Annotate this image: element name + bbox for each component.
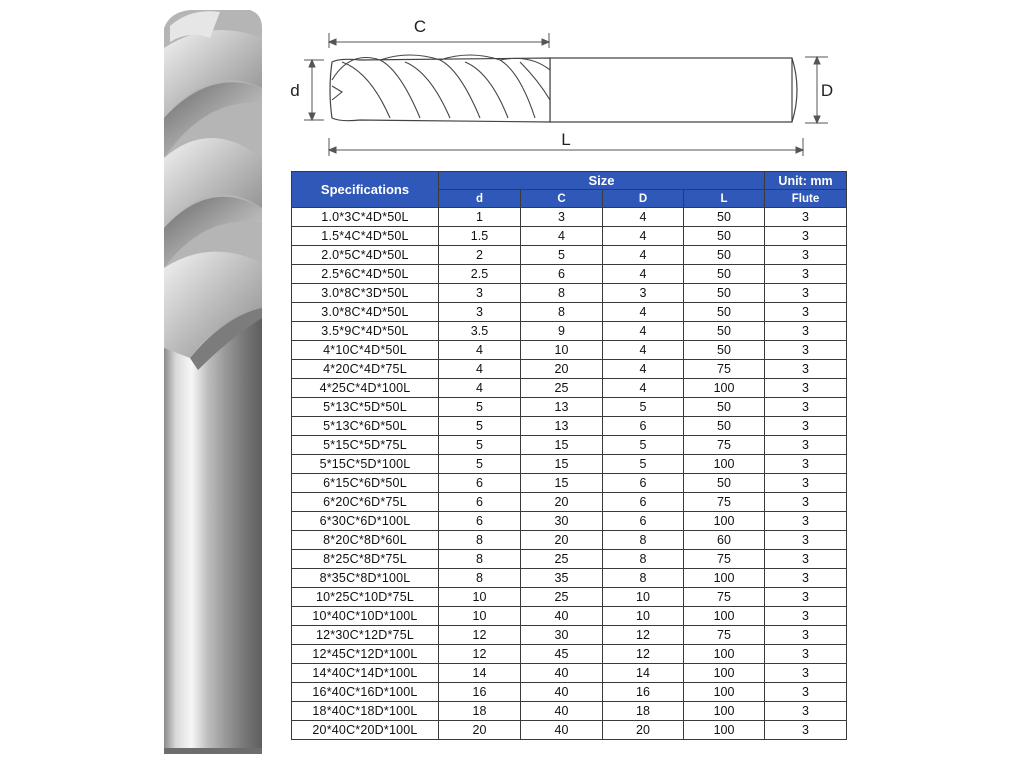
cell-c: 15 bbox=[521, 436, 603, 455]
cell-flute: 3 bbox=[765, 550, 847, 569]
cell-l: 75 bbox=[684, 626, 765, 645]
cell-d: 1.5 bbox=[439, 227, 521, 246]
cell-spec: 3.0*8C*3D*50L bbox=[292, 284, 439, 303]
cell-d-shank: 4 bbox=[603, 303, 684, 322]
header-c: C bbox=[521, 190, 603, 208]
cell-flute: 3 bbox=[765, 303, 847, 322]
cell-c: 40 bbox=[521, 607, 603, 626]
cell-flute: 3 bbox=[765, 398, 847, 417]
table-body bbox=[292, 208, 847, 740]
dim-label-l: L bbox=[561, 130, 571, 149]
cell-l: 100 bbox=[684, 379, 765, 398]
cell-d: 3 bbox=[439, 303, 521, 322]
cell-flute: 3 bbox=[765, 360, 847, 379]
table-row bbox=[292, 569, 847, 588]
cell-d-shank: 6 bbox=[603, 493, 684, 512]
cell-c: 8 bbox=[521, 284, 603, 303]
cell-spec: 5*15C*5D*75L bbox=[292, 436, 439, 455]
cell-c: 15 bbox=[521, 474, 603, 493]
end-mill-image bbox=[150, 8, 276, 756]
cell-flute: 3 bbox=[765, 455, 847, 474]
cell-l: 100 bbox=[684, 455, 765, 474]
cell-d-shank: 10 bbox=[603, 588, 684, 607]
cell-c: 40 bbox=[521, 721, 603, 740]
cell-d: 4 bbox=[439, 341, 521, 360]
cell-flute: 3 bbox=[765, 246, 847, 265]
table-header-row bbox=[292, 172, 847, 190]
cell-c: 9 bbox=[521, 322, 603, 341]
table-row bbox=[292, 588, 847, 607]
cell-spec: 2.5*6C*4D*50L bbox=[292, 265, 439, 284]
cell-c: 30 bbox=[521, 626, 603, 645]
cell-spec: 12*45C*12D*100L bbox=[292, 645, 439, 664]
cell-d: 6 bbox=[439, 512, 521, 531]
cell-spec: 1.0*3C*4D*50L bbox=[292, 208, 439, 227]
cell-d: 12 bbox=[439, 626, 521, 645]
cell-c: 4 bbox=[521, 227, 603, 246]
cell-d-shank: 8 bbox=[603, 550, 684, 569]
cell-c: 6 bbox=[521, 265, 603, 284]
table-row bbox=[292, 455, 847, 474]
cell-flute: 3 bbox=[765, 569, 847, 588]
cell-l: 100 bbox=[684, 721, 765, 740]
cell-l: 100 bbox=[684, 702, 765, 721]
table-row bbox=[292, 398, 847, 417]
cell-flute: 3 bbox=[765, 436, 847, 455]
cell-d: 20 bbox=[439, 721, 521, 740]
cell-c: 30 bbox=[521, 512, 603, 531]
cell-c: 40 bbox=[521, 702, 603, 721]
cell-flute: 3 bbox=[765, 664, 847, 683]
cell-c: 25 bbox=[521, 550, 603, 569]
cell-d-shank: 4 bbox=[603, 379, 684, 398]
cell-c: 20 bbox=[521, 493, 603, 512]
cell-flute: 3 bbox=[765, 322, 847, 341]
cell-l: 60 bbox=[684, 531, 765, 550]
header-D: D bbox=[603, 190, 684, 208]
table-row bbox=[292, 322, 847, 341]
cell-spec: 1.5*4C*4D*50L bbox=[292, 227, 439, 246]
cell-d: 6 bbox=[439, 493, 521, 512]
cell-d-shank: 8 bbox=[603, 569, 684, 588]
header-flute: Flute bbox=[765, 190, 847, 208]
cell-spec: 3.5*9C*4D*50L bbox=[292, 322, 439, 341]
cell-spec: 12*30C*12D*75L bbox=[292, 626, 439, 645]
cell-spec: 5*15C*5D*100L bbox=[292, 455, 439, 474]
cell-d-shank: 4 bbox=[603, 341, 684, 360]
table-row bbox=[292, 493, 847, 512]
table-row bbox=[292, 512, 847, 531]
cell-d: 2 bbox=[439, 246, 521, 265]
cell-c: 10 bbox=[521, 341, 603, 360]
dimension-diagram bbox=[280, 10, 840, 170]
cell-l: 100 bbox=[684, 683, 765, 702]
cell-d: 10 bbox=[439, 607, 521, 626]
cell-flute: 3 bbox=[765, 588, 847, 607]
cell-spec: 5*13C*6D*50L bbox=[292, 417, 439, 436]
cell-flute: 3 bbox=[765, 284, 847, 303]
table-row bbox=[292, 645, 847, 664]
cell-spec: 5*13C*5D*50L bbox=[292, 398, 439, 417]
cell-c: 13 bbox=[521, 398, 603, 417]
table-row bbox=[292, 702, 847, 721]
cell-d: 3.5 bbox=[439, 322, 521, 341]
tool-outline bbox=[330, 58, 797, 122]
cell-d: 5 bbox=[439, 455, 521, 474]
cell-d-shank: 18 bbox=[603, 702, 684, 721]
cell-l: 50 bbox=[684, 246, 765, 265]
cell-flute: 3 bbox=[765, 626, 847, 645]
cell-d-shank: 4 bbox=[603, 322, 684, 341]
cell-l: 100 bbox=[684, 512, 765, 531]
cell-d: 18 bbox=[439, 702, 521, 721]
cell-d: 8 bbox=[439, 550, 521, 569]
cell-spec: 16*40C*16D*100L bbox=[292, 683, 439, 702]
cell-d: 12 bbox=[439, 645, 521, 664]
header-unit: Unit: mm bbox=[765, 172, 847, 190]
cell-d: 5 bbox=[439, 436, 521, 455]
cell-spec: 4*20C*4D*75L bbox=[292, 360, 439, 379]
cell-c: 25 bbox=[521, 379, 603, 398]
cell-c: 35 bbox=[521, 569, 603, 588]
cell-c: 20 bbox=[521, 531, 603, 550]
header-size: Size bbox=[439, 172, 765, 190]
cell-l: 75 bbox=[684, 550, 765, 569]
table-row bbox=[292, 474, 847, 493]
cell-d-shank: 5 bbox=[603, 455, 684, 474]
table-row bbox=[292, 607, 847, 626]
cell-d-shank: 12 bbox=[603, 645, 684, 664]
tool-shank bbox=[164, 308, 262, 752]
cell-spec: 3.0*8C*4D*50L bbox=[292, 303, 439, 322]
cell-d-shank: 4 bbox=[603, 227, 684, 246]
table-row bbox=[292, 379, 847, 398]
cell-flute: 3 bbox=[765, 607, 847, 626]
header-specifications: Specifications bbox=[292, 172, 439, 208]
cell-d: 2.5 bbox=[439, 265, 521, 284]
cell-flute: 3 bbox=[765, 341, 847, 360]
dim-label-d-small: d bbox=[290, 81, 300, 100]
cell-l: 100 bbox=[684, 645, 765, 664]
cell-d-shank: 4 bbox=[603, 265, 684, 284]
cell-c: 25 bbox=[521, 588, 603, 607]
cell-l: 50 bbox=[684, 322, 765, 341]
cell-d: 4 bbox=[439, 379, 521, 398]
dim-label-c: C bbox=[413, 17, 427, 36]
table-row bbox=[292, 265, 847, 284]
cell-flute: 3 bbox=[765, 721, 847, 740]
cell-flute: 3 bbox=[765, 265, 847, 284]
header-l: L bbox=[684, 190, 765, 208]
cell-flute: 3 bbox=[765, 683, 847, 702]
cell-spec: 6*15C*6D*50L bbox=[292, 474, 439, 493]
cell-l: 75 bbox=[684, 360, 765, 379]
cell-flute: 3 bbox=[765, 645, 847, 664]
cell-l: 50 bbox=[684, 474, 765, 493]
cell-d: 3 bbox=[439, 284, 521, 303]
cell-d-shank: 14 bbox=[603, 664, 684, 683]
cell-flute: 3 bbox=[765, 493, 847, 512]
table-row bbox=[292, 683, 847, 702]
cell-c: 3 bbox=[521, 208, 603, 227]
cell-l: 100 bbox=[684, 607, 765, 626]
cell-spec: 18*40C*18D*100L bbox=[292, 702, 439, 721]
cell-c: 40 bbox=[521, 683, 603, 702]
cell-d-shank: 3 bbox=[603, 284, 684, 303]
table-row bbox=[292, 721, 847, 740]
cell-flute: 3 bbox=[765, 417, 847, 436]
cell-d: 6 bbox=[439, 474, 521, 493]
cell-c: 45 bbox=[521, 645, 603, 664]
cell-spec: 4*10C*4D*50L bbox=[292, 341, 439, 360]
cell-flute: 3 bbox=[765, 531, 847, 550]
table-row bbox=[292, 664, 847, 683]
cell-d: 8 bbox=[439, 531, 521, 550]
cell-spec: 8*20C*8D*60L bbox=[292, 531, 439, 550]
cell-flute: 3 bbox=[765, 474, 847, 493]
cell-l: 50 bbox=[684, 398, 765, 417]
cell-d-shank: 4 bbox=[603, 208, 684, 227]
table-row bbox=[292, 208, 847, 227]
header-d: d bbox=[439, 190, 521, 208]
cell-d-shank: 4 bbox=[603, 246, 684, 265]
cell-d-shank: 5 bbox=[603, 398, 684, 417]
cell-d: 16 bbox=[439, 683, 521, 702]
table-row bbox=[292, 550, 847, 569]
cell-c: 13 bbox=[521, 417, 603, 436]
table-row bbox=[292, 626, 847, 645]
cell-spec: 10*25C*10D*75L bbox=[292, 588, 439, 607]
cell-d-shank: 10 bbox=[603, 607, 684, 626]
cell-l: 50 bbox=[684, 265, 765, 284]
cell-flute: 3 bbox=[765, 227, 847, 246]
cell-spec: 2.0*5C*4D*50L bbox=[292, 246, 439, 265]
cell-d: 1 bbox=[439, 208, 521, 227]
cell-d-shank: 4 bbox=[603, 360, 684, 379]
cell-d-shank: 12 bbox=[603, 626, 684, 645]
cell-l: 75 bbox=[684, 493, 765, 512]
cell-flute: 3 bbox=[765, 379, 847, 398]
table-row bbox=[292, 303, 847, 322]
cell-c: 8 bbox=[521, 303, 603, 322]
table-row bbox=[292, 360, 847, 379]
cell-flute: 3 bbox=[765, 702, 847, 721]
cell-c: 15 bbox=[521, 455, 603, 474]
table-row bbox=[292, 417, 847, 436]
cell-l: 50 bbox=[684, 303, 765, 322]
cell-spec: 20*40C*20D*100L bbox=[292, 721, 439, 740]
table-row bbox=[292, 284, 847, 303]
cell-spec: 6*20C*6D*75L bbox=[292, 493, 439, 512]
table-row bbox=[292, 341, 847, 360]
cell-c: 5 bbox=[521, 246, 603, 265]
cell-d-shank: 16 bbox=[603, 683, 684, 702]
cell-spec: 10*40C*10D*100L bbox=[292, 607, 439, 626]
cell-l: 100 bbox=[684, 569, 765, 588]
cell-d: 5 bbox=[439, 417, 521, 436]
cell-c: 20 bbox=[521, 360, 603, 379]
cell-l: 50 bbox=[684, 284, 765, 303]
table-row bbox=[292, 227, 847, 246]
cell-d: 4 bbox=[439, 360, 521, 379]
cell-c: 40 bbox=[521, 664, 603, 683]
cell-spec: 6*30C*6D*100L bbox=[292, 512, 439, 531]
table-row bbox=[292, 246, 847, 265]
table-row bbox=[292, 436, 847, 455]
cell-l: 50 bbox=[684, 417, 765, 436]
cell-d-shank: 20 bbox=[603, 721, 684, 740]
cell-flute: 3 bbox=[765, 512, 847, 531]
spec-table bbox=[291, 171, 847, 740]
dim-label-d-large: D bbox=[820, 81, 834, 100]
cell-d: 14 bbox=[439, 664, 521, 683]
cell-l: 75 bbox=[684, 588, 765, 607]
cell-d-shank: 8 bbox=[603, 531, 684, 550]
cell-d-shank: 5 bbox=[603, 436, 684, 455]
cell-spec: 14*40C*14D*100L bbox=[292, 664, 439, 683]
cell-d-shank: 6 bbox=[603, 417, 684, 436]
cell-l: 100 bbox=[684, 664, 765, 683]
cell-spec: 4*25C*4D*100L bbox=[292, 379, 439, 398]
cell-l: 50 bbox=[684, 341, 765, 360]
cell-l: 50 bbox=[684, 208, 765, 227]
cell-d: 10 bbox=[439, 588, 521, 607]
cell-l: 75 bbox=[684, 436, 765, 455]
cell-flute: 3 bbox=[765, 208, 847, 227]
cell-d: 5 bbox=[439, 398, 521, 417]
cell-l: 50 bbox=[684, 227, 765, 246]
cell-d: 8 bbox=[439, 569, 521, 588]
table-row bbox=[292, 531, 847, 550]
cell-d-shank: 6 bbox=[603, 512, 684, 531]
cell-d-shank: 6 bbox=[603, 474, 684, 493]
cell-spec: 8*35C*8D*100L bbox=[292, 569, 439, 588]
cell-spec: 8*25C*8D*75L bbox=[292, 550, 439, 569]
